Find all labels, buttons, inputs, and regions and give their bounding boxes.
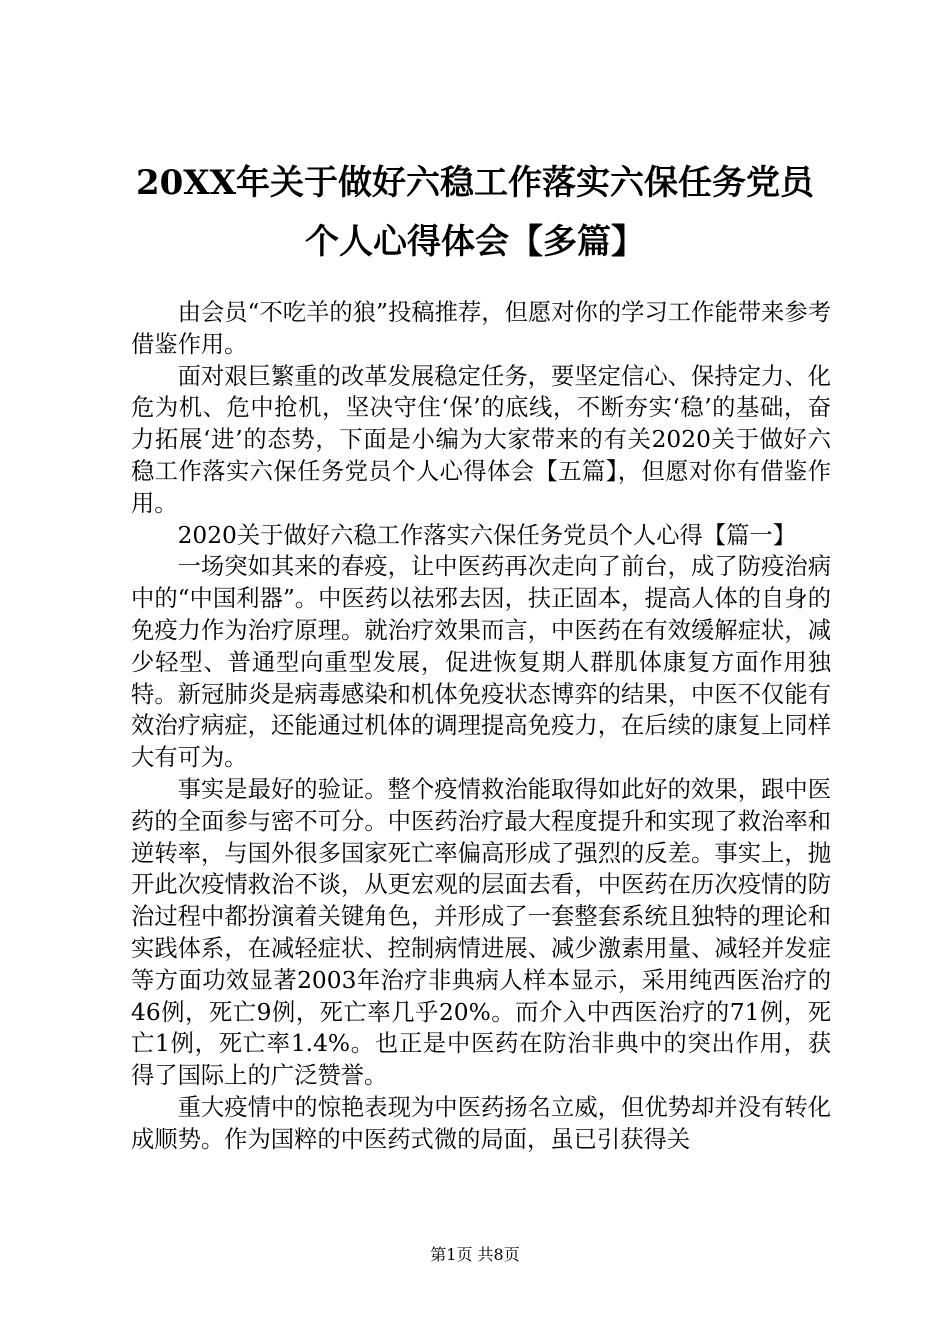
section-heading: 2020关于做好六稳工作落实六保任务党员个人心得【篇一】 (177, 521, 797, 549)
page-footer: 第1页 共8页 (430, 1245, 520, 1264)
paragraph: 重大疫情中的惊艳表现为中医药扬名立威，但优势却并没有转化成顺势。作为国粹的中医药式微的局面，虽已引获得关 (131, 1093, 831, 1153)
document-title-line-2: 个人心得体会【多篇】 (305, 222, 645, 262)
paragraph: 事实是最好的验证。整个疫情救治能取得如此好的效果，跟中医药的全面参与密不可分。中医药治疗最大程度提升和实现了救治率和逆转率，与国外很多国家死亡率偏高形成了强烈的反差。事实上，抛开此次疫情救治不谈，从更宏观的层面去看，中医药在历次疫情的防治过程中都扮演着关键角色，并形成了一套整套系统且独特的理论和实践体系，在减轻症状、控制病情进展、减少激素用量、减轻并发症等方面功效显著2003年治疗非典病人样本显示，采用纯西医治疗的46例，死亡9例，死亡率几乎20%。而介入中西医治疗的71例，死亡1例，死亡率1.4%。也正是中医药在防治非典中的突出作用，获得了国际上的广泛赞誉。 (131, 775, 831, 1090)
paragraph: 一场突如其来的春疫，让中医药再次走向了前台，成了防疫治病中的“中国利器”。中医药以祛邪去因，扶正固本，提高人体的自身的免疫力作为治疗原理。就治疗效果而言，中医药在有效缓解症状，减少轻型、普通型向重型发展，促进恢复期人群肌体康复方面作用独特。新冠肺炎是病毒感染和机体免疫状态博弈的结果，中医不仅能有效治疗病症，还能通过机体的调理提高免疫力，在后续的康复上同样大有可为。 (131, 553, 831, 772)
paragraph-summary: 面对艰巨繁重的改革发展稳定任务，要坚定信心、保持定力、化危为机、危中抢机，坚决守住‘保’的底线，不断夯实‘稳’的基础，奋力拓展‘进’的态势，下面是小编为大家带来的有关2020关于做好六稳工作落实六保任务党员个人心得体会【五篇】，但愿对你有借鉴作用。 (131, 362, 831, 517)
document-title-line-1: 20XX年关于做好六稳工作落实六保任务党员 (135, 163, 815, 203)
paragraph-intro: 由会员“不吃羊的狼”投稿推荐，但愿对你的学习工作能带来参考借鉴作用。 (131, 299, 831, 358)
document-body (131, 297, 831, 1156)
